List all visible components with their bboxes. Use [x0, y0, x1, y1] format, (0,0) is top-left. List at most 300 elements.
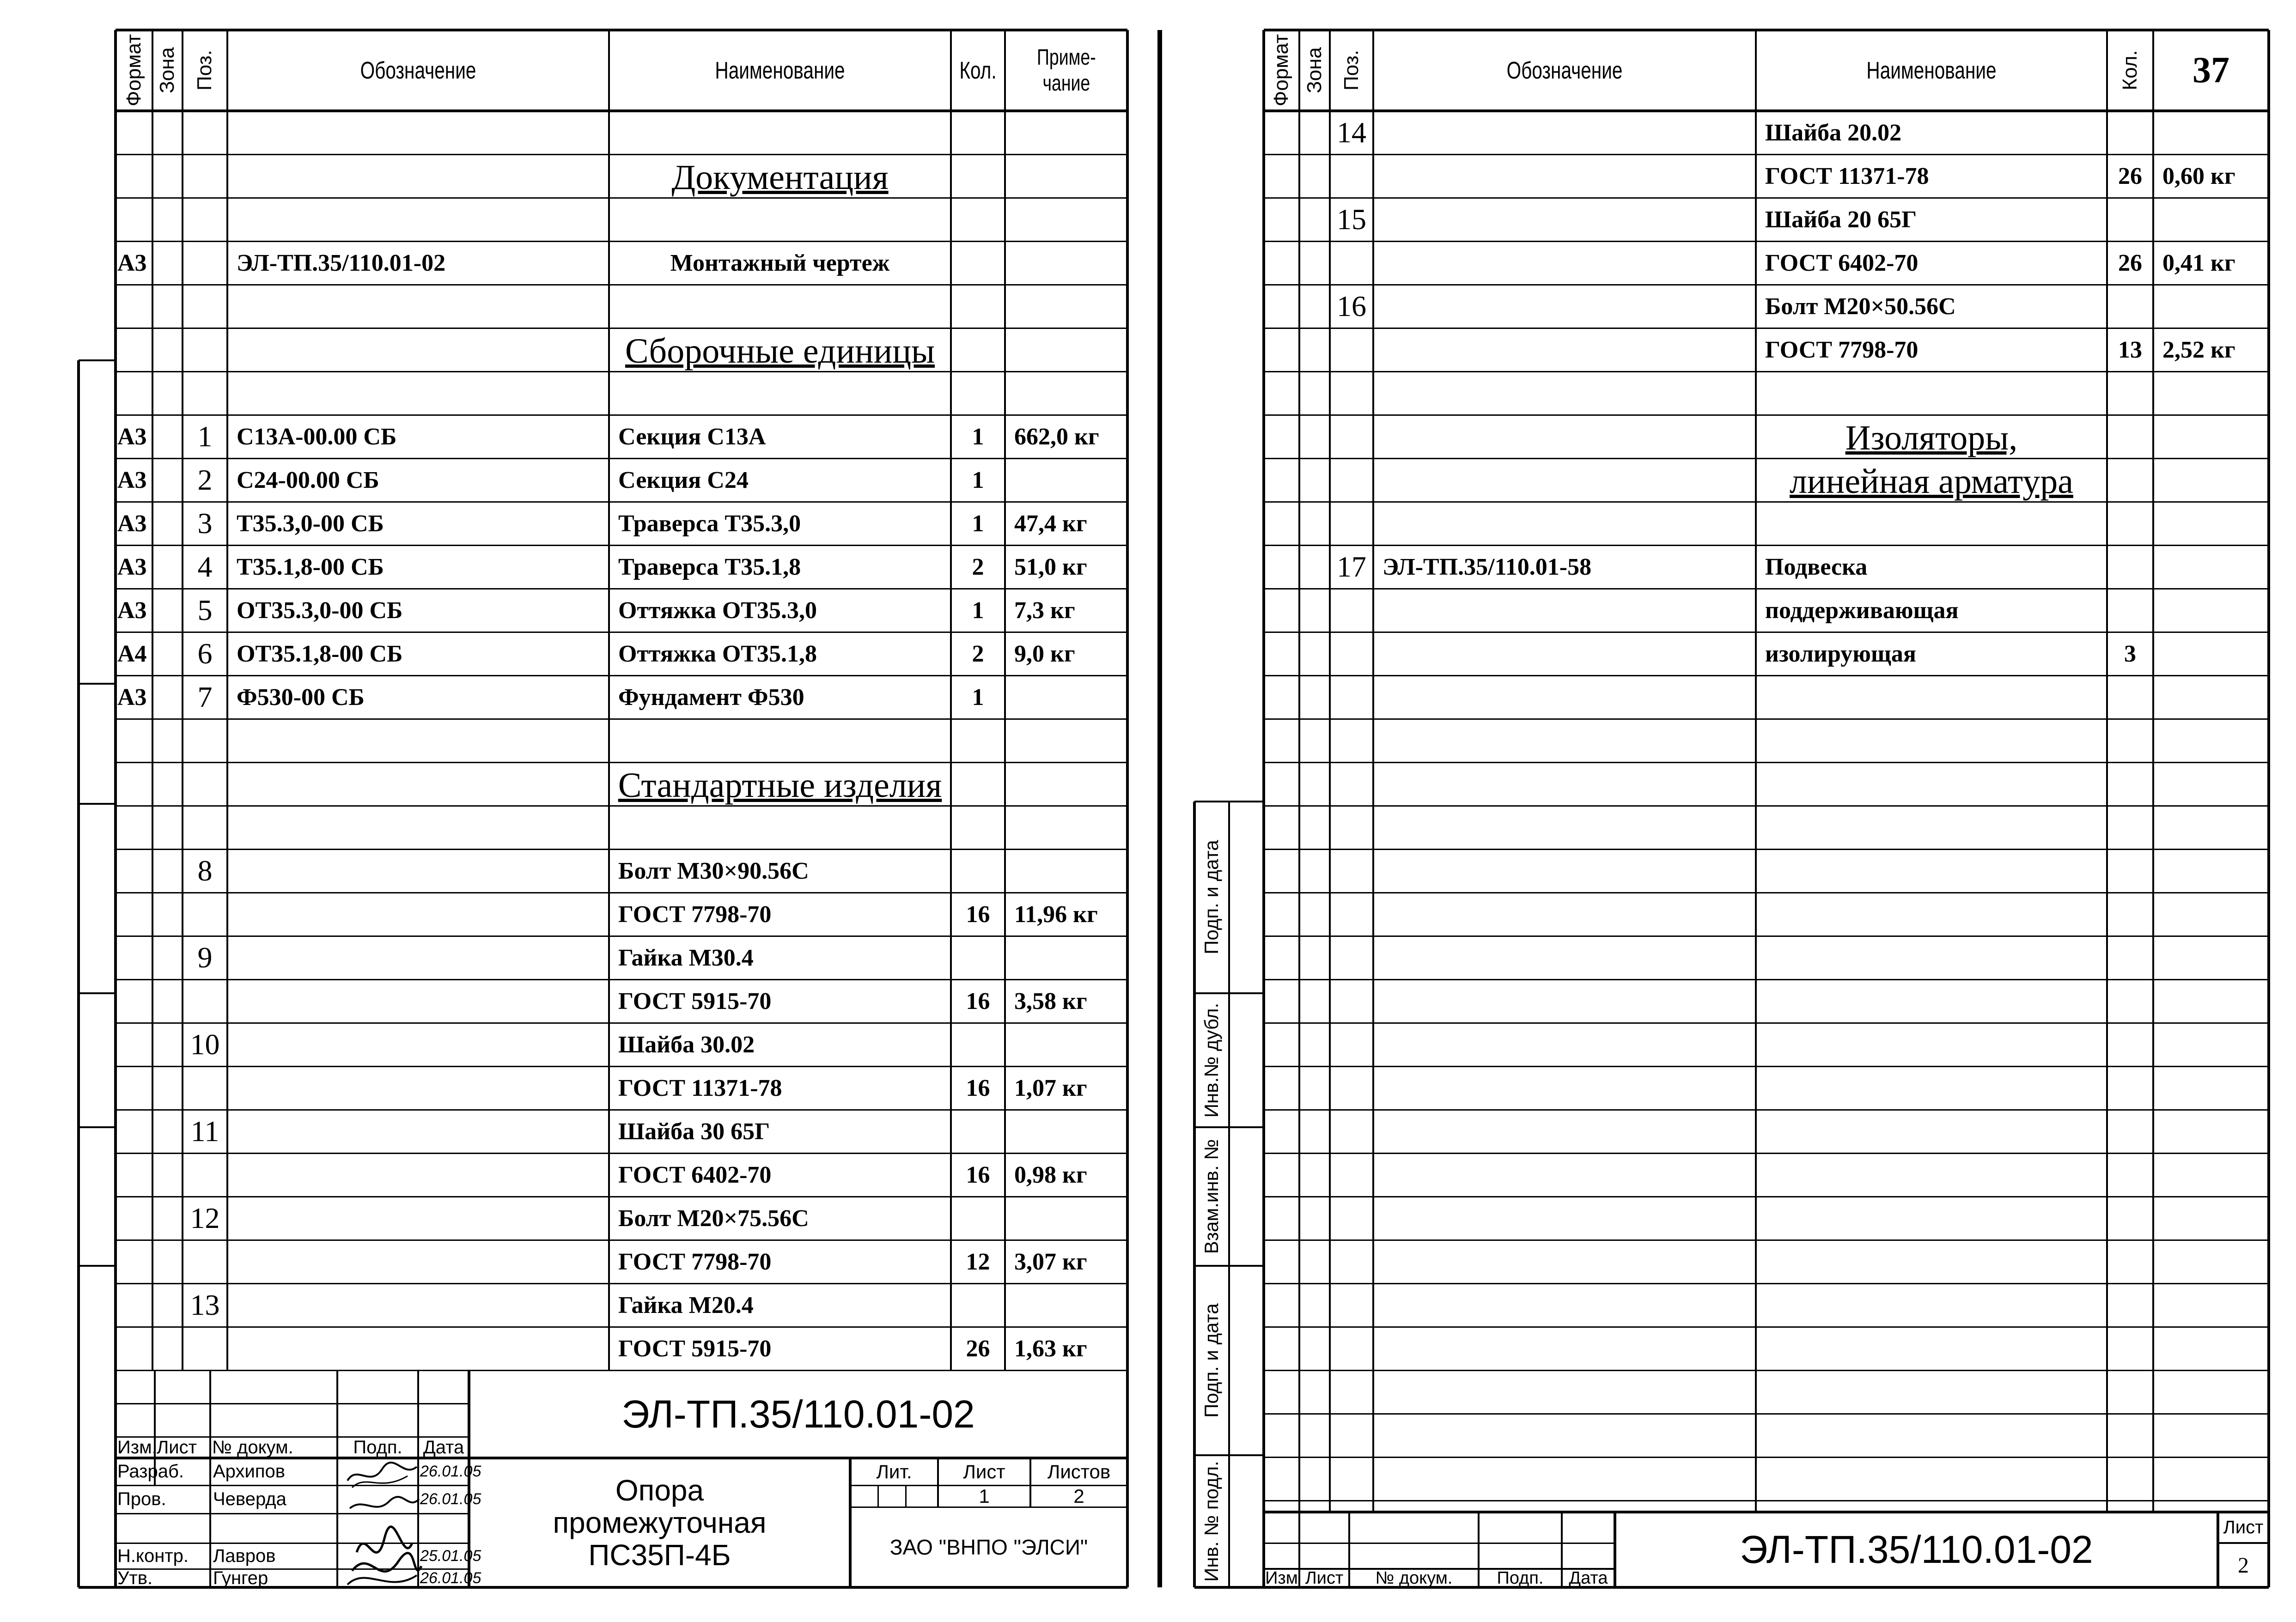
row-position: [183, 893, 227, 936]
row-position: 13: [190, 1288, 220, 1321]
row-position: [1330, 415, 1373, 458]
row-line: [1264, 1239, 2269, 1241]
row-quantity: 16: [966, 988, 990, 1015]
row-format: [116, 1197, 154, 1240]
header-note-line2: чание: [1042, 71, 1090, 96]
row-position: 15: [1337, 203, 1366, 236]
stamp-col-doc-no: № докум.: [212, 1437, 293, 1458]
row-quantity: 16: [966, 1161, 990, 1188]
row-line: [1264, 1283, 2269, 1284]
row-designation: [227, 371, 618, 415]
row-line: [1264, 762, 2269, 763]
row-format: А3: [117, 467, 147, 493]
row-position: [183, 285, 227, 328]
row-position: [1330, 458, 1373, 502]
stamp-role: Утв.: [117, 1567, 153, 1588]
row-line: [1264, 979, 2269, 980]
object-name: [469, 1458, 850, 1587]
row-quantity: [951, 1197, 1005, 1240]
binding-strip-line: [79, 1126, 116, 1128]
row-quantity: [951, 719, 1005, 762]
row-name: [609, 806, 960, 849]
binding-strip-line: [79, 992, 116, 994]
binding-strip-line: [1194, 1454, 1264, 1456]
row-quantity: [2107, 371, 2153, 415]
stamp-col-date: Дата: [423, 1437, 464, 1458]
binding-strip-line: [79, 683, 116, 685]
stamp-role: Н.контр.: [117, 1545, 189, 1566]
stamp-col-doc_no: № докум.: [1375, 1568, 1453, 1588]
row-note: [1005, 371, 1137, 415]
row-position: [183, 1240, 227, 1283]
row-line: [1264, 1022, 2269, 1024]
row-note: 11,96 кг: [1014, 901, 1098, 928]
row-name: Секция С24: [618, 467, 749, 493]
row-designation: [227, 719, 618, 762]
row-position: [183, 198, 227, 241]
row-note: [2153, 371, 2278, 415]
row-quantity: 26: [2118, 163, 2142, 189]
row-designation: [227, 1197, 618, 1240]
row-quantity: [951, 1023, 1005, 1066]
header-designation: Обозначение: [1506, 57, 1623, 84]
row-note: [2153, 285, 2278, 328]
row-note: [1005, 458, 1137, 502]
row-note: [2153, 198, 2278, 241]
row-position: [183, 241, 227, 285]
sheet-value: 2: [2238, 1553, 2249, 1578]
row-quantity: 12: [966, 1248, 990, 1275]
row-designation: [1373, 458, 1765, 502]
stamp-person: Чеверда: [213, 1489, 286, 1509]
row-note: 3,07 кг: [1014, 1248, 1087, 1275]
row-name: ГОСТ 7798-70: [618, 1248, 772, 1275]
row-designation: [227, 979, 618, 1023]
row-format: [116, 285, 154, 328]
row-name: Шайба 20 65Г: [1765, 206, 1917, 233]
row-designation: [227, 154, 618, 198]
stamp-person: Гунгер: [213, 1567, 268, 1588]
sheet-frame-top: [1264, 29, 2269, 31]
row-designation: [1373, 371, 1765, 415]
row-quantity: 1: [972, 467, 984, 493]
row-position: [183, 111, 227, 154]
sheet-label: Лист: [2223, 1517, 2264, 1537]
row-designation: Т35.3,0-00 СБ: [237, 510, 384, 537]
row-line: [1264, 1066, 2269, 1067]
row-quantity: 1: [972, 684, 984, 711]
binding-strip-line: [1194, 801, 1264, 802]
row-name: [609, 285, 960, 328]
row-note: [1005, 849, 1137, 893]
row-note: [1005, 806, 1137, 849]
row-designation: [227, 1283, 618, 1327]
row-designation: [227, 198, 618, 241]
binding-strip-line: [1194, 1126, 1264, 1128]
row-position: 2: [197, 463, 213, 496]
row-name: [1756, 502, 2116, 545]
stamp-person: [210, 1513, 340, 1543]
row-note: [1005, 1283, 1137, 1327]
binding-strip-line: [1194, 992, 1264, 994]
row-designation: ЭЛ-ТП.35/110.01-58: [1382, 553, 1592, 580]
header-designation: Обозначение: [360, 57, 476, 84]
row-designation: С13А-00.00 СБ: [237, 423, 397, 450]
row-position: [183, 1327, 227, 1370]
row-position: [183, 371, 227, 415]
row-position: [183, 719, 227, 762]
row-name: Монтажный чертеж: [670, 249, 890, 276]
row-line: [1264, 1109, 2269, 1111]
lit-label: Лит.: [876, 1460, 912, 1482]
row-designation: [1373, 415, 1765, 458]
sheet-separator: [1157, 30, 1162, 1587]
row-note: [2153, 458, 2278, 502]
row-format: А3: [117, 423, 147, 450]
header-position: Поз.: [193, 50, 216, 91]
row-format: А3: [117, 249, 147, 276]
row-designation: [1373, 154, 1765, 198]
section-heading: Стандартные изделия: [618, 765, 942, 805]
row-format: [116, 1023, 154, 1066]
row-note: [2153, 502, 2278, 545]
stamp-date: 26.01.05: [420, 1463, 481, 1480]
header-name: Наименование: [715, 57, 845, 84]
stamp-col-date: Дата: [1569, 1568, 1608, 1588]
row-format: [116, 1327, 154, 1370]
row-designation: [227, 1066, 618, 1110]
row-format: А3: [117, 684, 147, 711]
stamp-date: 26.01.05: [420, 1569, 481, 1587]
row-designation: [227, 1023, 618, 1066]
row-position: [1330, 632, 1373, 675]
row-note: [2153, 589, 2278, 632]
row-designation: [1373, 111, 1765, 154]
header-quantity: Кол.: [959, 57, 997, 84]
stamp-col-sheet: Лист: [1305, 1568, 1344, 1588]
row-designation: Ф530-00 СБ: [237, 684, 365, 711]
row-designation: [1373, 241, 1765, 285]
sheet-value: 1: [979, 1485, 990, 1507]
row-position: 12: [190, 1202, 220, 1234]
row-name: ГОСТ 6402-70: [1765, 249, 1918, 276]
stamp-col-sign: Подп.: [353, 1437, 402, 1458]
row-note: [1005, 1197, 1137, 1240]
row-designation: [227, 111, 618, 154]
row-note: [2153, 415, 2278, 458]
row-note: 1,07 кг: [1014, 1075, 1087, 1101]
row-quantity: [951, 328, 1005, 371]
row-format: [116, 893, 154, 936]
row-designation: ЭЛ-ТП.35/110.01-02: [237, 249, 446, 276]
sheet-label: Лист: [963, 1460, 1005, 1482]
row-position: [183, 762, 227, 806]
row-name: поддерживающая: [1765, 597, 1959, 624]
row-name: [609, 111, 960, 154]
row-designation: [1373, 328, 1765, 371]
row-position: 10: [190, 1028, 220, 1061]
row-note: [1005, 719, 1137, 762]
object-name-line2: промежуточная: [553, 1506, 767, 1539]
row-format: [116, 806, 154, 849]
row-name: Подвеска: [1765, 553, 1868, 580]
row-format: [116, 154, 154, 198]
row-position: [183, 979, 227, 1023]
section-heading: Изоляторы,: [1845, 418, 2018, 457]
row-format: [116, 762, 154, 806]
row-position: [183, 1153, 227, 1197]
row-quantity: [2107, 502, 2153, 545]
row-quantity: 26: [966, 1335, 990, 1362]
row-name: Траверса Т35.1,8: [618, 553, 801, 580]
title-block-line: [877, 1485, 879, 1507]
row-name: Гайка М20.4: [618, 1292, 754, 1318]
row-name: [609, 719, 960, 762]
binding-strip-line: [79, 803, 116, 805]
row-quantity: [951, 806, 1005, 849]
row-designation: [1373, 589, 1765, 632]
row-name: ГОСТ 6402-70: [618, 1161, 772, 1188]
binding-strip-line: [1228, 802, 1230, 1587]
row-format: [116, 936, 154, 979]
row-quantity: [2107, 589, 2153, 632]
row-quantity: [2107, 415, 2153, 458]
row-designation: [227, 285, 618, 328]
row-quantity: 3: [2124, 640, 2136, 667]
row-quantity: 1: [972, 510, 984, 537]
row-position: 14: [1337, 116, 1366, 149]
document-code: ЭЛ-ТП.35/110.01-02: [621, 1392, 975, 1436]
row-quantity: [951, 285, 1005, 328]
stamp-col-change: Изм.: [117, 1437, 157, 1458]
row-position: [183, 328, 227, 371]
row-quantity: 1: [972, 597, 984, 624]
object-name-line1: Опора: [615, 1474, 704, 1507]
stamp-date: [418, 1513, 471, 1543]
document-code: ЭЛ-ТП.35/110.01-02: [1740, 1528, 2093, 1571]
row-note: [1005, 111, 1137, 154]
section-heading: Сборочные единицы: [625, 331, 935, 371]
row-name: Шайба 20.02: [1765, 119, 1902, 146]
header-format: Формат: [1270, 34, 1292, 107]
row-line: [1264, 1457, 2269, 1458]
row-designation: [1373, 198, 1765, 241]
sheet-frame-left: [1262, 30, 1265, 1587]
row-position: [183, 806, 227, 849]
row-position: 3: [197, 507, 213, 540]
row-note: [1005, 936, 1137, 979]
row-format: А3: [117, 553, 147, 580]
row-note: [1005, 1023, 1137, 1066]
row-name: [609, 371, 960, 415]
header-quantity: Кол.: [2119, 50, 2141, 91]
row-quantity: [951, 111, 1005, 154]
stamp-person: Лавров: [213, 1545, 276, 1566]
stamp-date: 26.01.05: [420, 1490, 481, 1508]
stamp-role: Разраб.: [117, 1461, 184, 1482]
row-designation: [227, 806, 618, 849]
row-note: 7,3 кг: [1014, 597, 1075, 624]
row-quantity: [2107, 285, 2153, 328]
row-position: [1330, 328, 1373, 371]
row-position: 17: [1337, 550, 1366, 583]
row-line: [1264, 1413, 2269, 1415]
row-quantity: [951, 371, 1005, 415]
row-line: [1264, 1196, 2269, 1197]
row-format: А4: [117, 640, 147, 667]
row-quantity: 13: [2118, 336, 2142, 363]
row-note: 0,60 кг: [2162, 163, 2235, 189]
row-name: [1756, 371, 2116, 415]
sheets-label: Листов: [1047, 1460, 1111, 1482]
row-name: [609, 198, 960, 241]
row-position: [1330, 241, 1373, 285]
row-note: [1005, 1110, 1137, 1153]
row-line: [1264, 849, 2269, 850]
row-name: Болт М20×50.56С: [1765, 293, 1956, 320]
row-note: [1005, 285, 1137, 328]
title-block-line: [116, 1403, 469, 1404]
row-designation: [227, 893, 618, 936]
row-quantity: [951, 154, 1005, 198]
stamp-role: [116, 1513, 212, 1543]
stamp-date: 25.01.05: [420, 1547, 481, 1565]
binding-strip-line: [1194, 1265, 1264, 1267]
page-number: 37: [2192, 50, 2229, 91]
binding-strip-line: [77, 360, 80, 1587]
row-name: ГОСТ 5915-70: [618, 988, 772, 1015]
row-position: [1330, 371, 1373, 415]
row-position: 11: [190, 1115, 219, 1148]
section-heading: линейная арматура: [1790, 462, 2073, 501]
header-note-line1: Приме-: [1036, 45, 1096, 70]
row-line: [1264, 1500, 2269, 1501]
row-designation: [227, 849, 618, 893]
row-note: 9,0 кг: [1014, 640, 1075, 667]
organization-name: ЗАО "ВНПО "ЭЛСИ": [889, 1535, 1088, 1559]
row-note: [1005, 762, 1137, 806]
row-note: [1005, 675, 1137, 719]
row-quantity: [2107, 458, 2153, 502]
row-designation: [227, 328, 618, 371]
row-name: Оттяжка ОТ35.1,8: [618, 640, 817, 667]
row-name: ГОСТ 11371-78: [618, 1075, 782, 1101]
row-quantity: 2: [972, 640, 984, 667]
row-position: [1330, 589, 1373, 632]
row-line: [1264, 936, 2269, 937]
side-label-replace-inv: Взам.инв. №: [1200, 1139, 1222, 1254]
row-name: Фундамент Ф530: [618, 684, 804, 711]
row-note: [1005, 198, 1137, 241]
row-quantity: [2107, 198, 2153, 241]
row-name: Траверса Т35.3,0: [618, 510, 801, 537]
row-format: [116, 979, 154, 1023]
row-designation: [227, 1110, 618, 1153]
binding-strip-line: [1193, 802, 1196, 1587]
row-designation: [227, 762, 618, 806]
row-position: 7: [197, 680, 213, 713]
row-name: Гайка М30.4: [618, 944, 754, 971]
stamp-col-sign: Подп.: [1497, 1568, 1544, 1588]
row-quantity: [951, 1283, 1005, 1327]
row-position: 4: [197, 550, 213, 583]
row-position: 6: [197, 637, 213, 670]
row-name: ГОСТ 7798-70: [618, 901, 772, 928]
row-name: Болт М30×90.56С: [618, 857, 809, 884]
row-name: Секция С13А: [618, 423, 766, 450]
row-position: [183, 154, 227, 198]
header-name: Наименование: [1866, 57, 1997, 84]
row-format: [116, 1066, 154, 1110]
row-designation: Т35.1,8-00 СБ: [237, 553, 384, 580]
row-note: 2,52 кг: [2162, 336, 2235, 363]
row-designation: [227, 1153, 618, 1197]
row-note: [2153, 111, 2278, 154]
row-name: Оттяжка ОТ35.3,0: [618, 597, 817, 624]
row-format: [116, 1240, 154, 1283]
row-name: Болт М20×75.56С: [618, 1205, 809, 1232]
binding-strip-line: [79, 1265, 116, 1267]
row-format: А3: [117, 510, 147, 537]
row-note: [2153, 545, 2278, 589]
row-name: изолирующая: [1765, 640, 1917, 667]
row-format: [116, 371, 154, 415]
header-position: Поз.: [1340, 50, 1363, 91]
row-note: [2153, 632, 2278, 675]
side-label-sign-date: Подп. и дата: [1200, 840, 1222, 954]
row-format: [116, 719, 154, 762]
row-quantity: [2107, 111, 2153, 154]
row-note: [1005, 241, 1137, 285]
binding-strip-line: [79, 359, 116, 361]
sheets-value: 2: [1073, 1485, 1084, 1507]
row-quantity: 1: [972, 423, 984, 450]
row-designation: С24-00.00 СБ: [237, 467, 379, 493]
row-designation: [227, 1240, 618, 1283]
row-position: 1: [197, 420, 213, 453]
header-zone: Зона: [156, 47, 178, 93]
row-quantity: 16: [966, 1075, 990, 1101]
row-line: [1264, 892, 2269, 893]
row-line: [1264, 1370, 2269, 1371]
row-designation: ОТ35.1,8-00 СБ: [237, 640, 403, 667]
row-quantity: 26: [2118, 249, 2142, 276]
side-label-sign-date-2: Подп. и дата: [1200, 1303, 1222, 1418]
row-quantity: [951, 849, 1005, 893]
row-note: 662,0 кг: [1014, 423, 1099, 450]
row-name: ГОСТ 11371-78: [1765, 163, 1929, 189]
row-note: 0,98 кг: [1014, 1161, 1087, 1188]
section-heading: Документация: [671, 158, 889, 197]
row-name: Шайба 30 65Г: [618, 1118, 770, 1145]
row-note: 0,41 кг: [2162, 249, 2235, 276]
row-note: 47,4 кг: [1014, 510, 1087, 537]
row-format: [116, 1283, 154, 1327]
row-name: ГОСТ 7798-70: [1765, 336, 1918, 363]
side-label-inv-dup: Инв.№ дубл.: [1200, 1002, 1222, 1118]
row-quantity: 2: [972, 553, 984, 580]
row-quantity: 16: [966, 901, 990, 928]
row-quantity: [951, 198, 1005, 241]
row-note: 51,0 кг: [1014, 553, 1087, 580]
object-name-line3: ПС35П-4Б: [588, 1538, 731, 1572]
row-quantity: [951, 1110, 1005, 1153]
row-position: [1330, 154, 1373, 198]
row-note: [1005, 154, 1137, 198]
stamp-col-change: Изм: [1265, 1568, 1298, 1588]
row-designation: [1373, 285, 1765, 328]
row-format: А3: [117, 597, 147, 624]
